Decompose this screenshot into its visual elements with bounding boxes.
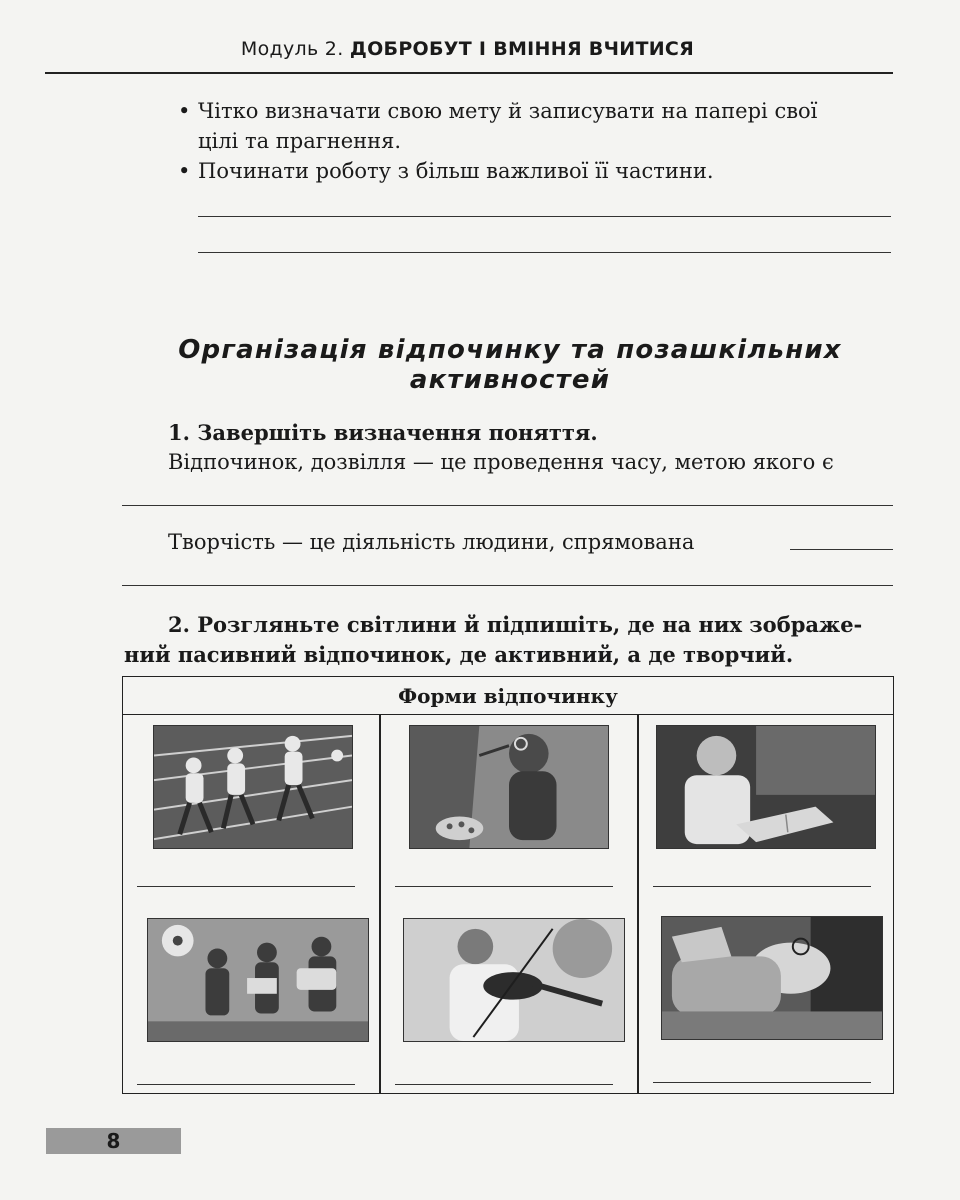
playing-children-photo-icon: [147, 918, 369, 1042]
section-title-line: активностей: [409, 365, 611, 395]
header-divider: [45, 72, 893, 74]
column-divider: [637, 715, 639, 1093]
list-item-text: Чітко визначати свою мету й записувати на папері свої: [198, 99, 818, 123]
table-title: Форми відпочинку: [123, 677, 893, 715]
photo-caption-input[interactable]: [653, 886, 871, 887]
page-number: 8: [46, 1128, 181, 1154]
reading-boy-photo-icon: [656, 725, 876, 849]
sleeping-boy-photo-icon: [661, 916, 883, 1040]
photo-caption-input[interactable]: [137, 886, 355, 887]
list-item-text: Починати роботу з більш важливої її частини.: [198, 159, 714, 183]
module-title: ДОБРОБУТ І ВМІННЯ ВЧИТИСЯ: [349, 38, 695, 60]
task1-heading: 1. Завершіть визначення поняття.: [168, 420, 598, 445]
list-item-text: цілі та прагнення.: [198, 129, 402, 153]
answer-line[interactable]: [122, 505, 893, 506]
answer-line[interactable]: [122, 585, 893, 586]
answer-line[interactable]: [198, 216, 891, 217]
photo-caption-input[interactable]: [395, 1084, 613, 1085]
definition-creativity: Творчість — це діяльність людини, спрямована: [168, 530, 695, 554]
photo-caption-input[interactable]: [137, 1084, 355, 1085]
painting-artist-photo-icon: [409, 725, 609, 849]
column-divider: [379, 715, 381, 1093]
page-header: [45, 38, 890, 60]
leisure-forms-table: [122, 676, 894, 1094]
violinist-photo-icon: [403, 918, 625, 1042]
answer-line[interactable]: [198, 252, 891, 253]
section-title-line: Організація відпочинку та позашкільних: [178, 335, 842, 365]
tips-list: [170, 96, 895, 186]
definition-leisure: Відпочинок, дозвілля — це проведення часу, метою якого є: [168, 450, 834, 474]
bullet-icon: •: [178, 99, 191, 123]
task2-heading-line: ний пасивний відпочинок, де активний, а де творчий.: [124, 642, 794, 667]
section-title: [120, 335, 900, 395]
list-item: [170, 96, 895, 156]
photo-caption-input[interactable]: [653, 1082, 871, 1083]
photo-caption-input[interactable]: [395, 886, 613, 887]
running-children-photo-icon: [153, 725, 353, 849]
bullet-icon: •: [178, 159, 191, 183]
answer-line[interactable]: [790, 549, 893, 550]
task2-heading-line: 2. Розгляньте світлини й підпишіть, де на них зображе-: [168, 612, 863, 637]
module-label: Модуль 2.: [240, 38, 344, 60]
list-item: [170, 156, 895, 186]
